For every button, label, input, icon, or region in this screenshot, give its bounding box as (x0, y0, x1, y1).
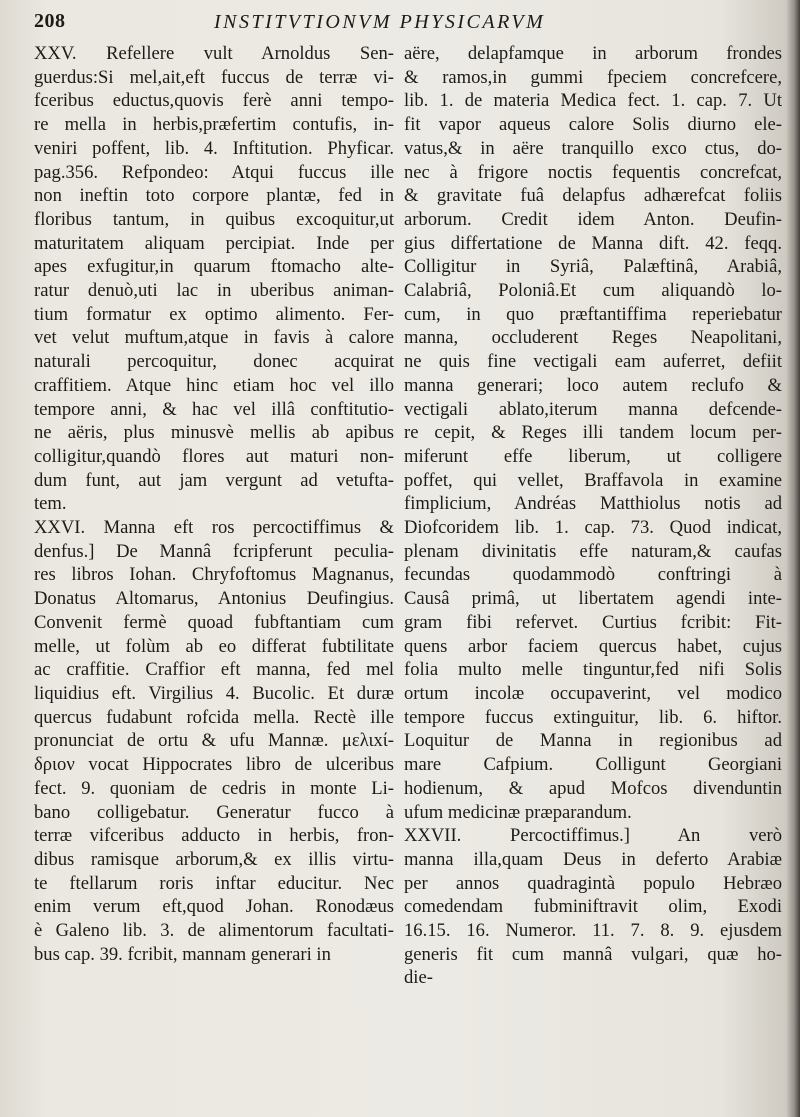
text-line: dum funt, aut jam vergunt ad vetufta- (34, 469, 394, 491)
page-edge-shadow (786, 0, 800, 1117)
text-line: melle, ut folùm ab eo differat fubtilitate (34, 635, 394, 657)
text-line: Loquitur de Manna in regionibus ad (404, 730, 782, 752)
text-line: non ineftin toto corpore plantæ, fed in (34, 185, 394, 207)
text-line: Calabriâ, Poloniâ.Et cum aliquandò lo- (404, 280, 782, 302)
right-text-column (404, 42, 782, 990)
text-line: quercus fudabunt rofcida mella. Rectè ille (34, 706, 394, 728)
text-line: ne quis fine vectigali eam auferret, defiit (404, 351, 782, 373)
text-line: fect. 9. quoniam de cedris in monte Li- (34, 777, 394, 799)
text-line: gius differtatione de Manna dift. 42. feqq. (404, 232, 782, 254)
text-line: fceribus eductus,quovis ferè anni tempo- (34, 90, 394, 112)
text-line: miferunt effe liberum, ut colligere (404, 445, 782, 467)
text-line: naturali percoquitur, donec acquirat (34, 351, 394, 373)
text-line: re mella in herbis,præfertim contufis, in- (34, 114, 394, 136)
text-line: apes exfugitur,in quarum ftomacho alte- (34, 256, 394, 278)
text-line: XXVII. Percoctiffimus.] An verò (404, 825, 782, 847)
text-line: & ramos,in gummi fpeciem concrefcere, (404, 66, 782, 88)
running-head: INSTITVTIONVM PHYSICARVM (214, 11, 546, 33)
page-header (34, 10, 782, 36)
text-line: manna, occluderent Reges Neapolitani, (404, 327, 782, 349)
text-line: quens arbor faciem quercus habet, cujus (404, 635, 782, 657)
text-line: δριον vocat Hippocrates libro de ulceribus (34, 754, 394, 776)
text-line: XXVI. Manna eft ros percoctiffimus & (34, 517, 394, 539)
text-line: craffitiem. Atque hinc etiam hoc vel illo (34, 374, 394, 396)
text-line: Donatus Altomarus, Antonius Deufingius. (34, 588, 394, 610)
text-line: hodienum, & apud Mofcos divenduntin (404, 777, 782, 799)
text-line: generis fit cum mannâ vulgari, quæ ho- (404, 943, 782, 965)
text-line: Convenit fermè quoad fubftantiam cum (34, 611, 394, 633)
text-line: ortum incolæ occupaverint, vel modico (404, 682, 782, 704)
text-line: bus cap. 39. fcribit, mannam generari in (34, 943, 331, 965)
text-line: gram fibi refervet. Curtius fcribit: Fit- (404, 611, 782, 633)
text-line: dibus ramisque arborum,& ex illis virtu- (34, 848, 394, 870)
text-line: maturitatem aliquam percipiat. Inde per (34, 232, 394, 254)
text-line: folia multo melle tinguntur,fed nifi Solis (404, 659, 782, 681)
text-line: guerdus:Si mel,ait,eft fuccus de terræ vi- (34, 66, 394, 88)
text-line: aëre, delapfamque in arborum frondes (404, 43, 782, 64)
text-line: colligitur,quandò flores aut maturi non- (34, 445, 394, 467)
text-line: nec à frigore noctis fequentis concrefcat, (404, 161, 782, 183)
text-line: & gravitate fuâ delapfus adhærefcat foliis (404, 185, 782, 207)
text-line: cum, in quo præftantiffima reperiebatur (404, 303, 782, 325)
text-line: manna illa,quam Deus in deferto Arabiæ (404, 848, 782, 870)
text-line: bano colligebatur. Generatur fucco à (34, 801, 394, 823)
text-line: manna generari; loco autem reclufo & (404, 374, 782, 396)
text-line: arborum. Credit idem Anton. Deufin- (404, 208, 782, 230)
text-line: res libros Iohan. Chryfoftomus Magnanus, (34, 564, 394, 586)
text-line: ne aëris, plus minusvè mellis ab apibus (34, 422, 394, 444)
text-line: fit vapor aqueus calore Solis diurno ele- (404, 114, 782, 136)
text-line: è Galeno lib. 3. de alimentorum facultati- (34, 920, 394, 942)
text-line: vet velut muftum,atque in favis à calore (34, 327, 394, 349)
text-line: Diofcoridem lib. 1. cap. 73. Quod indicat, (404, 517, 782, 539)
text-line: fecundas quodammodò conftringi à (404, 564, 782, 586)
text-line: mare Cafpium. Colligunt Georgiani (404, 754, 782, 776)
left-text-column (34, 42, 394, 966)
text-line: ac craffitie. Craffior eft manna, fed mel (34, 659, 394, 681)
text-line: lib. 1. de materia Medica fect. 1. cap. 7. Ut (404, 90, 782, 112)
text-line: 16.15. 16. Numeror. 11. 7. 8. 9. ejusdem (404, 920, 782, 942)
text-line: pronunciat de ortu & ufu Mannæ. μελιxί- (34, 730, 394, 752)
page-number: 208 (34, 10, 66, 32)
text-line: tempore anni, & hac vel illâ conftitutio- (34, 398, 394, 420)
text-line: te ftellarum roris inftar educitur. Nec (34, 872, 394, 894)
text-line: vatus,& in aëre tranquillo exco ctus, do- (404, 137, 782, 159)
text-line: liquidius eft. Virgilius 4. Bucolic. Et duræ (34, 682, 394, 704)
text-line: denfus.] De Mannâ fcripferunt peculia- (34, 540, 394, 562)
text-line: floribus tantum, in quibus excoquitur,ut (34, 208, 394, 230)
text-line: vectigali ablato,iterum manna defcende- (404, 398, 782, 420)
text-line: terræ vifceribus adducto in herbis, fron- (34, 825, 394, 847)
text-line: tium formatur ex optimo alimento. Fer- (34, 303, 394, 325)
text-line: pag.356. Refpondeo: Atqui fuccus ille (34, 161, 394, 183)
text-line: re cepit, & Reges illi tandem locum per- (404, 422, 782, 444)
text-line: Colligitur in Syriâ, Palæftinâ, Arabiâ, (404, 256, 782, 278)
text-line: XXV. Refellere vult Arnoldus Sen- (34, 43, 394, 64)
text-line: ratur denuò,uti lac in uberibus animan- (34, 280, 394, 302)
text-line: tem. (34, 493, 67, 515)
text-line: fimplicium, Andréas Matthiolus notis ad (404, 493, 782, 515)
text-line: enim verum eft,quod Johan. Ronodæus (34, 896, 394, 918)
text-line: veniri poffent, lib. 4. Inftitution. Phyficar. (34, 137, 394, 159)
text-line: poffet, qui vellet, Braffavola in examine (404, 469, 782, 491)
text-line: comedendam fubminiftravit olim, Exodi (404, 896, 782, 918)
text-line: per annos quadragintà populo Hebræo (404, 872, 782, 894)
text-line: Causâ primâ, ut libertatem agendi inte- (404, 588, 782, 610)
text-line: die- (404, 967, 433, 989)
text-line: plenam divinitatis effe naturam,& caufas (404, 540, 782, 562)
text-line: ufum medicinæ præparandum. (404, 801, 632, 823)
text-line: tempore fuccus extinguitur, lib. 6. hiftor. (404, 706, 782, 728)
